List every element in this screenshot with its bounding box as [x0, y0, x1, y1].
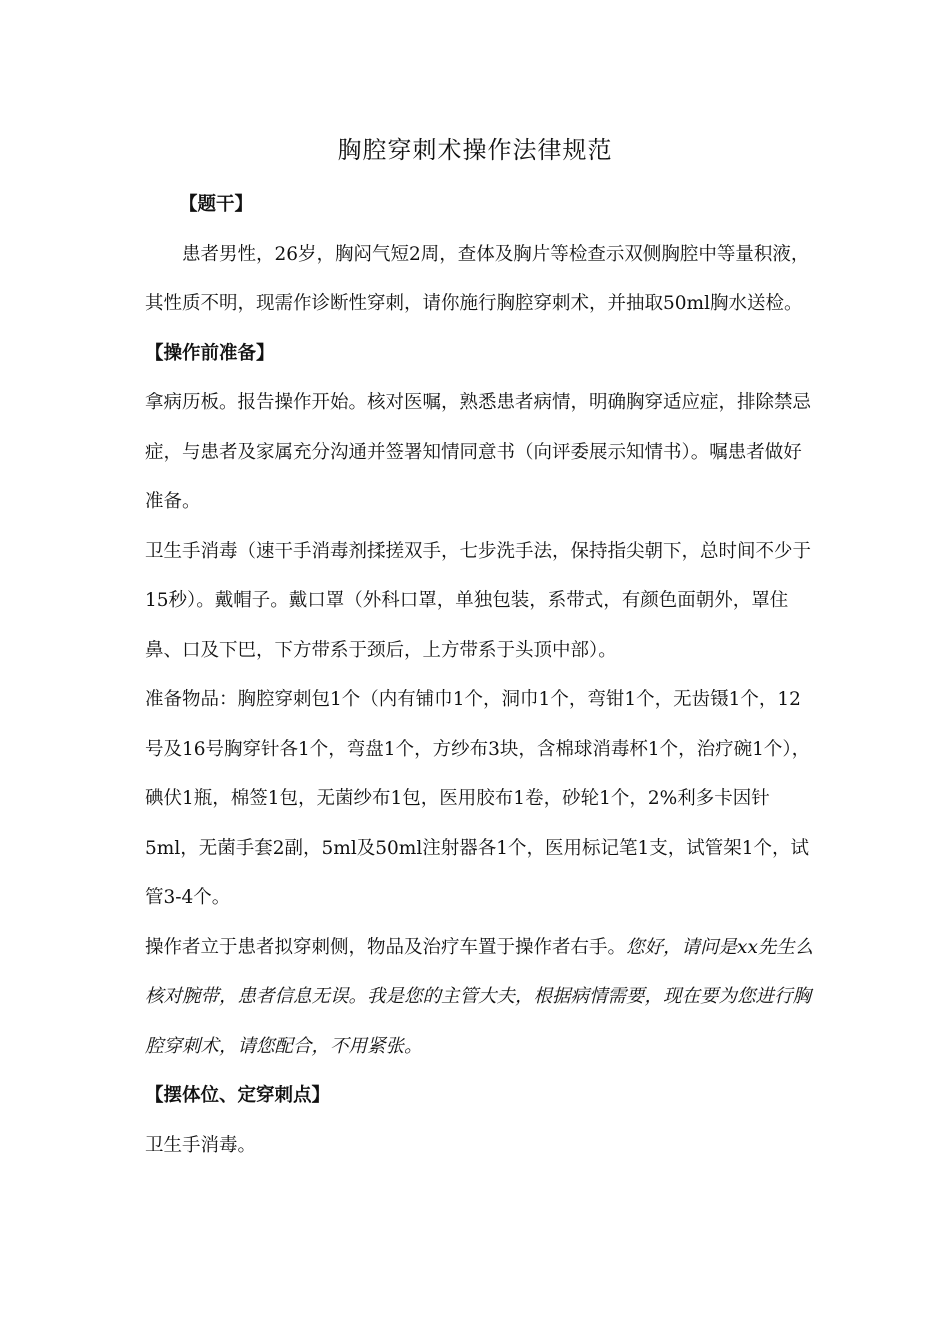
prep-paragraph-4-text: 操作者立于患者拟穿刺侧，物品及治疗车置于操作者右手。	[145, 936, 627, 958]
document-title: 胸腔穿刺术操作法律规范	[337, 136, 613, 164]
prep-paragraph-4	[145, 923, 815, 1072]
section-heading-position: 【摆体位、定穿刺点】	[145, 1085, 331, 1106]
prep-paragraph-2: 卫生手消毒（速干手消毒剂揉搓双手，七步洗手法，保持指尖朝下，总时间不少于15秒）。戴帽子。戴口罩（外科口罩，单独包装，系带式，有颜色面朝外，罩住鼻、口及下巴，下方带系于颈后，上方带系于头顶中部）。	[145, 540, 812, 661]
prep-paragraph-1: 拿病历板。报告操作开始。核对医嘱，熟悉患者病情，明确胸穿适应症，排除禁忌症，与患者及家属充分沟通并签署知情同意书（向评委展示知情书）。嘱患者做好准备。	[145, 392, 812, 512]
position-paragraph: 卫生手消毒。	[145, 1134, 257, 1156]
stem-paragraph: 患者男性，26岁，胸闷气短2周，查体及胸片等检查示双侧胸腔中等量积液，其性质不明，现需作诊断性穿刺，请你施行胸腔穿刺术，并抽取50ml胸水送检。	[145, 243, 810, 314]
prep-paragraph-3: 准备物品：胸腔穿刺包1个（内有铺巾1个，洞巾1个，弯钳1个，无齿镊1个，12号及16号胸穿针各1个，弯盘1个，方纱布3块，含棉球消毒杯1个，治疗碗1个），碘伏1瓶，棉签1包，无菌纱布1包，医用胶布1卷，砂轮1个，2%利多卡因针5ml，无菌手套2副，5ml及50ml注射器各1个，医用标记笔1支，试管架1个，试管3-4个。	[145, 689, 811, 908]
doctor-speech: 您好，请问是xx先生么核对腕带，患者信息无误。我是您的主管大夫，根据病情需要，现在要为您进行胸腔穿刺术，请您配合，不用紧张。	[145, 936, 814, 1057]
document-body	[145, 180, 815, 1170]
section-heading-stem: 【题干】	[179, 194, 254, 215]
section-heading-prep: 【操作前准备】	[145, 342, 275, 364]
